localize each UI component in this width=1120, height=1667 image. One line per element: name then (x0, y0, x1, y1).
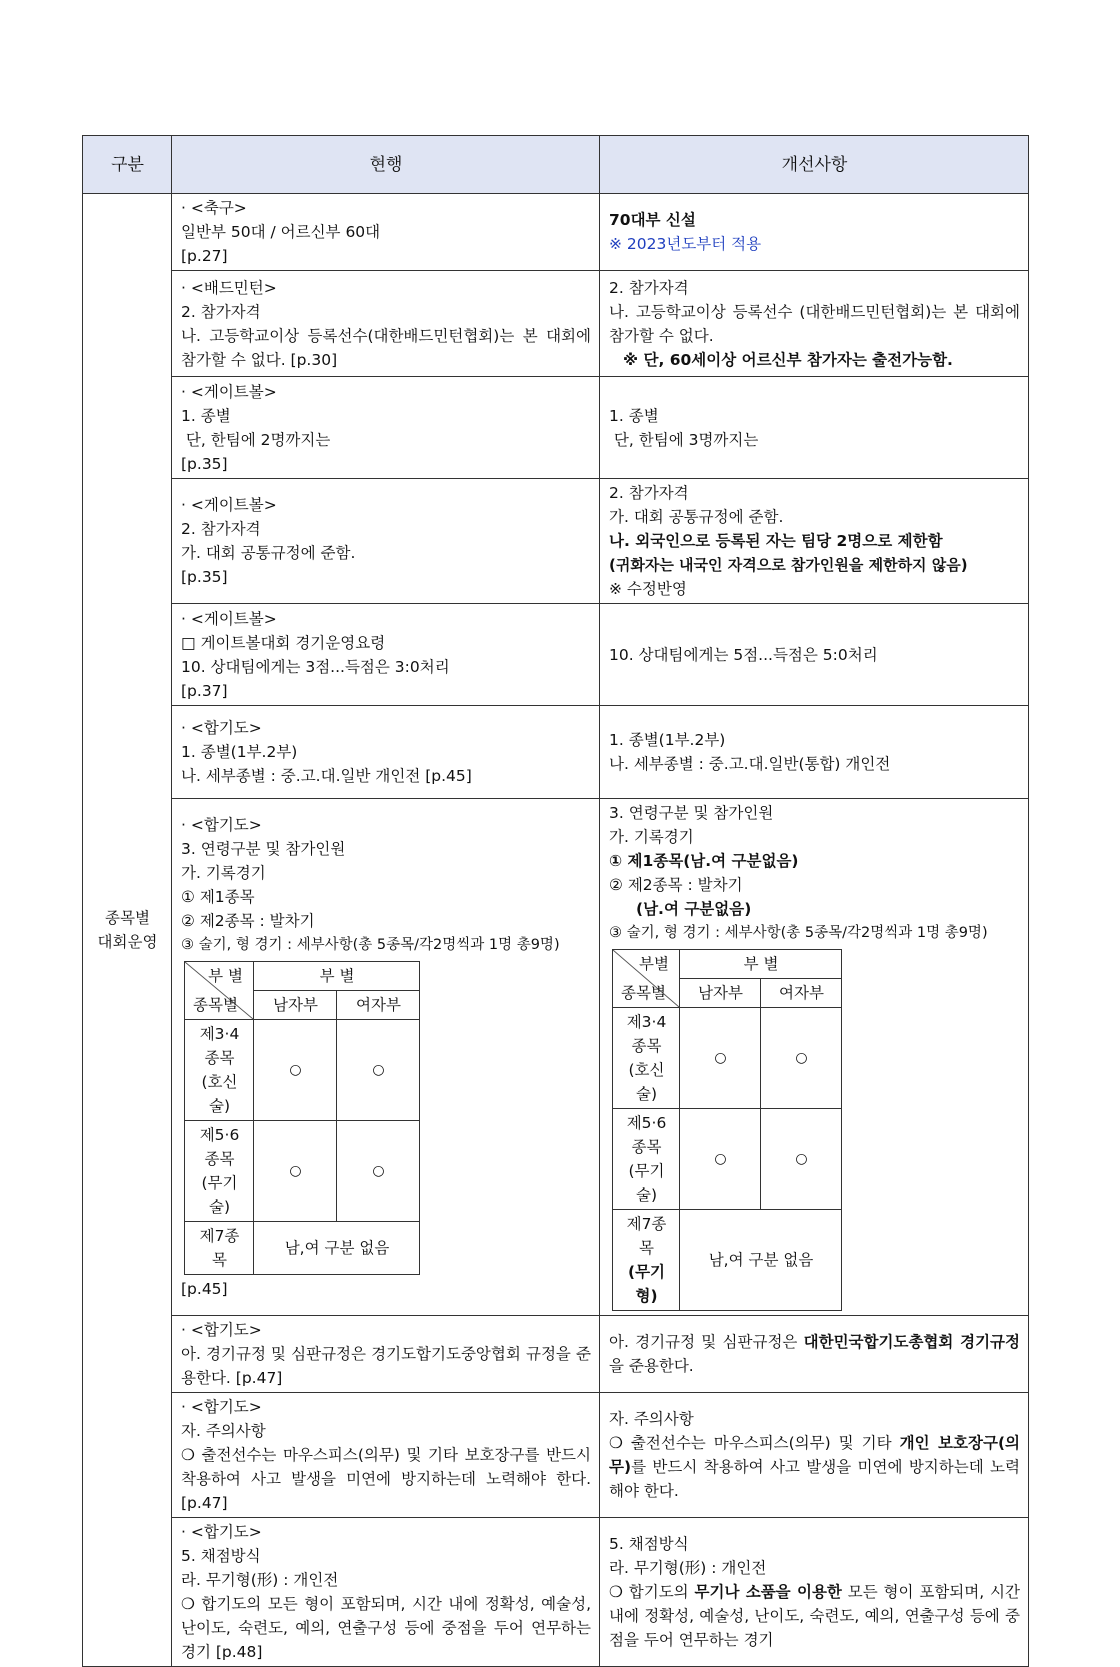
text-line: 3. 연령구분 및 참가인원 (609, 804, 774, 822)
cell-mark: ○ (337, 1020, 420, 1121)
text-line: 가. 기록경기 (181, 864, 266, 882)
text-line: · <축구> (181, 199, 247, 217)
text-line: 1. 종별 (181, 406, 231, 425)
corner-cell (185, 962, 254, 1020)
current-cell (172, 1518, 600, 1667)
text-line: ❍ 출전선수는 마우스피스(의무) 및 기타 보호장구를 반드시 착용하여 사고 발생을 미연에 방지하는데 노력해야 한다. [p.47] (181, 1446, 591, 1512)
text-line: 단, 한팀에 2명까지는 (181, 430, 331, 449)
text-line: · <게이트볼> (181, 382, 277, 401)
text-span: 를 반드시 착용하여 사고 발생을 미연에 방지하는데 노력해야 한다. (609, 1458, 1020, 1500)
current-cell (172, 706, 600, 799)
improvement-cell (600, 194, 1029, 271)
row-label (613, 1210, 680, 1311)
text-line: · <게이트볼> (181, 496, 277, 514)
text-line: 2. 참가자격 (181, 520, 261, 538)
text-line: 10. 상대팀에게는 5점...득점은 5:0처리 (609, 645, 878, 664)
text-line: 일반부 50대 / 어르신부 60대 (181, 223, 381, 241)
text-line: 자. 주의사항 (181, 1422, 266, 1440)
text-line: · <게이트볼> (181, 609, 277, 628)
text-line: 1. 종별(1부.2부) (181, 743, 298, 761)
header-row (83, 136, 1029, 194)
current-cell (172, 479, 600, 604)
corner-bottom-label: 종목별 (621, 984, 666, 1002)
group-header: 부 별 (254, 962, 420, 991)
cell-mark: ○ (761, 1109, 842, 1210)
text-span: 아. 경기규정 및 심판규정은 (609, 1333, 804, 1351)
text-line: · <배드민턴> (181, 278, 277, 297)
row-label: 제5·6종목 (무기술) (613, 1109, 680, 1210)
text-line: 나. 고등학교이상 등록선수 (대한배드민턴협회)는 본 대회에 참가할 수 없다. (609, 302, 1020, 345)
text-span-bold: 개인 보호장구(의무) (609, 1434, 1020, 1476)
text-line: 5. 채점방식 (181, 1547, 261, 1565)
header-current: 현행 (172, 136, 600, 194)
text-line: 1. 종별(1부.2부) (609, 731, 726, 749)
text-line: [p.45] (181, 1280, 228, 1298)
current-cell (172, 1393, 600, 1518)
table-row (83, 194, 1029, 271)
text-line: 가. 대회 공통규정에 준함. (181, 544, 356, 562)
text-line: 아. 경기규정 및 심판규정은 경기도합기도중앙협회 규정을 준용한다. [p.47] (181, 1345, 591, 1387)
improvement-cell (600, 479, 1029, 604)
col-header: 여자부 (337, 991, 420, 1020)
text-line: 2. 참가자격 (181, 302, 261, 321)
corner-top-label: 부별 (639, 955, 669, 973)
text-line: · <합기도> (181, 816, 262, 834)
cell-mark: ○ (761, 1008, 842, 1109)
text-line: ※ 단, 60세이상 어르신부 참가자는 출전가능함. (623, 350, 953, 369)
corner-cell (613, 950, 680, 1008)
text-line: ① 제1종목(남.여 구분없음) (609, 852, 799, 870)
text-line: · <합기도> (181, 719, 262, 737)
header-category: 구분 (83, 136, 172, 194)
current-cell (172, 271, 600, 377)
note-line: ※ 2023년도부터 적용 (609, 235, 762, 253)
improvement-cell (600, 1393, 1029, 1518)
text-span: ❍ 합기도의 (609, 1583, 695, 1601)
text-span-bold: 무기나 소품을 이용한 (694, 1583, 842, 1601)
improvement-cell (600, 377, 1029, 479)
col-header: 여자부 (761, 979, 842, 1008)
text-line: 자. 주의사항 (609, 1410, 694, 1428)
text-line: ❍ 합기도의 모든 형이 포함되며, 시간 내에 정확성, 예술성, 난이도, 숙련도, 예의, 연출구성 등에 중점을 두어 연무하는 경기 [p.48] (181, 1595, 591, 1661)
text-line: 나. 세부종별 : 중.고.대.일반(통합) 개인전 (609, 755, 891, 773)
text-line: ② 제2종목 : 발차기 (181, 912, 315, 930)
header-improvement: 개선사항 (600, 136, 1029, 194)
row-label: 제7종목 (185, 1222, 254, 1275)
col-header: 남자부 (680, 979, 761, 1008)
table-row (83, 799, 1029, 1316)
text-line: ③ 술기, 형 경기 : 세부사항(총 5종목/각2명씩과 1명 총9명) (181, 937, 560, 953)
merged-cell: 남,여 구분 없음 (254, 1222, 420, 1275)
current-cell (172, 194, 600, 271)
row-label-line: 제7종목 (626, 1215, 667, 1257)
text-line: □ 게이트볼대회 경기운영요령 (181, 633, 386, 652)
table-row (83, 1393, 1029, 1518)
text-line: · <합기도> (181, 1523, 262, 1541)
text-span-bold: 대한민국합기도총협회 경기규정 (803, 1333, 1020, 1351)
improvement-cell (600, 604, 1029, 706)
text-line: ② 제2종목 : 발차기 (609, 876, 743, 894)
text-line: (남.여 구분없음) (636, 900, 752, 918)
text-line: [p.35] (181, 454, 228, 473)
table-row (83, 604, 1029, 706)
cell-mark: ○ (254, 1121, 337, 1222)
row-label: 제3·4종목 (호신술) (185, 1020, 254, 1121)
text-line: 나. 세부종별 : 중.고.대.일반 개인전 [p.45] (181, 767, 472, 785)
text-line: 가. 기록경기 (609, 828, 694, 846)
cell-mark: ○ (337, 1121, 420, 1222)
current-cell (172, 604, 600, 706)
comparison-table (82, 135, 1029, 1667)
table-row (83, 1316, 1029, 1393)
text-line: 가. 대회 공통규정에 준함. (609, 508, 784, 526)
table-row (83, 1518, 1029, 1667)
text-span: 을 준용한다. (609, 1357, 694, 1375)
text-line: 10. 상대팀에게는 3점...득점은 3:0처리 (181, 657, 450, 676)
text-line: 2. 참가자격 (609, 278, 689, 297)
text-line: 라. 무기형(形) : 개인전 (181, 1571, 339, 1589)
current-cell (172, 377, 600, 479)
text-line: 1. 종별 (609, 406, 659, 425)
text-line: · <합기도> (181, 1321, 262, 1339)
text-span: ❍ 출전선수는 마우스피스(의무) 및 기타 (609, 1434, 900, 1452)
merged-cell: 남,여 구분 없음 (680, 1210, 842, 1311)
improvement-cell (600, 799, 1029, 1316)
text-line: 5. 채점방식 (609, 1535, 689, 1553)
category-subtable (612, 949, 842, 1311)
row-label-line: (무기형) (627, 1263, 666, 1305)
table-row (83, 271, 1029, 377)
group-header: 부 별 (680, 950, 842, 979)
text-line: 단, 한팀에 3명까지는 (609, 430, 759, 449)
improvement-cell (600, 706, 1029, 799)
text-line: 70대부 신설 (609, 211, 696, 229)
category-cell (83, 194, 172, 1667)
text-line: [p.37] (181, 681, 228, 700)
text-line: 나. 외국인으로 등록된 자는 팀당 2명으로 제한함 (609, 532, 943, 550)
text-line: · <합기도> (181, 1398, 262, 1416)
text-line: 2. 참가자격 (609, 484, 689, 502)
text-line: ※ 수정반영 (609, 580, 687, 598)
table-row (83, 479, 1029, 604)
text-line: (귀화자는 내국인 자격으로 참가인원을 제한하지 않음) (609, 556, 968, 574)
text-span: 모든 형이 포함되며, 시간 내에 정확성, 예술성, 난이도, 숙련도, 예의, 연출구성 등에 중점을 두어 연무하는 경기 (609, 1583, 1020, 1649)
row-label: 제5·6종목 (무기술) (185, 1121, 254, 1222)
category-label-line: 대회운영 (97, 933, 158, 951)
text-line: ③ 술기, 형 경기 : 세부사항(총 5종목/각2명씩과 1명 총9명) (609, 925, 988, 941)
current-cell (172, 799, 600, 1316)
table-row (83, 377, 1029, 479)
text-line: 나. 고등학교이상 등록선수(대한배드민턴협회)는 본 대회에 참가할 수 없다. [p.30] (181, 326, 591, 369)
text-line: [p.35] (181, 568, 228, 586)
category-label-line: 종목별 (105, 909, 150, 927)
text-line: [p.27] (181, 247, 228, 265)
category-subtable (184, 961, 420, 1275)
current-cell (172, 1316, 600, 1393)
corner-top-label: 부 별 (208, 967, 243, 985)
col-header: 남자부 (254, 991, 337, 1020)
improvement-cell (600, 1518, 1029, 1667)
cell-mark: ○ (680, 1109, 761, 1210)
cell-mark: ○ (254, 1020, 337, 1121)
improvement-cell (600, 271, 1029, 377)
cell-mark: ○ (680, 1008, 761, 1109)
text-line: 라. 무기형(形) : 개인전 (609, 1559, 767, 1577)
improvement-cell (600, 1316, 1029, 1393)
table-row (83, 706, 1029, 799)
row-label: 제3·4종목 (호신술) (613, 1008, 680, 1109)
text-line: 3. 연령구분 및 참가인원 (181, 840, 346, 858)
corner-bottom-label: 종목별 (193, 996, 238, 1014)
text-line: ① 제1종목 (181, 888, 255, 906)
